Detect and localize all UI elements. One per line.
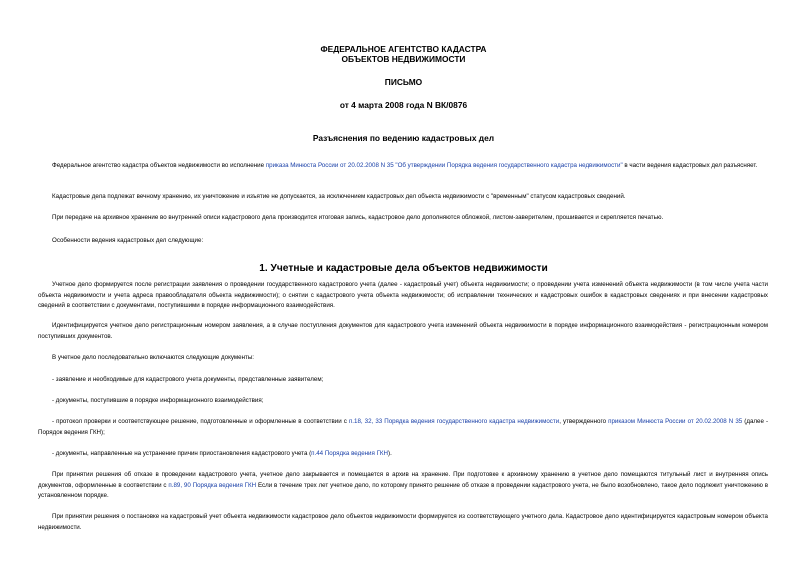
section-1-paragraph-4: При принятии решения об отказе в проведении кадастрового учета, учетное дело закрывается и помещается в архив на хранение. При подготовке к архивному хранению в учетное дело помещаются титульный лист и внутренняя опись документов, оформленные в соответствии с п.89, 90 Порядка ведения ГКН Если в течение трех лет учетное дело, по которому принято решение об отказе в проведении кадастрового учета, не было возобновлено, такое дело подлежит уничтожению в установленном порядке. <box>38 471 768 500</box>
agency-title-line1: ФЕДЕРАЛЬНОЕ АГЕНТСТВО КАДАСТРА <box>320 44 487 54</box>
list-item-3: - протокол проверки и соответствующее решение, подготовленные и оформленные в соответствии с п.18, 32, 33 Порядка ведения государственного кадастра недвижимости, утвержденного приказом Минюста России от 20.02.2008 N 35 (далее - Порядок ведения ГКН); <box>38 418 769 436</box>
intro-paragraph-4: Особенности ведения кадастровых дел следующие: <box>52 237 204 244</box>
document-date-number: от 4 марта 2008 года N ВК/0876 <box>339 100 468 110</box>
intro-paragraph-1: Федеральное агентство кадастра объектов недвижимости во исполнение приказа Минюста России от 20.02.2008 N 35 "Об утверждении Порядка ведения государственного кадастра недвижимости" в части ведения кадастровых дел разъясняет. <box>52 162 758 169</box>
list-item-1: - заявление и необходимые для кадастрового учета документы, представленные заявителем; <box>52 376 324 383</box>
order-link[interactable]: приказа Минюста России от 20.02.2008 N 35 "Об утверждении Порядка ведения государственного кадастра недвижимости" <box>265 162 623 169</box>
intro-paragraph-2: Кадастровые дела подлежат вечному хранению, их уничтожение и изъятие не допускается, за исключением кадастровых дел объекта недвижимости с "временным" статусом кадастровых сведений. <box>52 193 626 200</box>
document-subject: Разъяснения по ведению кадастровых дел <box>312 133 495 143</box>
document-type: ПИСЬМО <box>384 77 423 87</box>
list-item-2: - документы, поступившие в порядке информационного взаимодействия; <box>52 397 264 404</box>
agency-title-line2: ОБЪЕКТОВ НЕДВИЖИМОСТИ <box>341 54 466 64</box>
section-1-title: 1. Учетные и кадастровые дела объектов недвижимости <box>259 263 548 274</box>
gkn-point-44-link[interactable]: п.44 Порядка ведения ГКН <box>311 450 389 457</box>
section-1-paragraph-3: В учетное дело последовательно включаются следующие документы: <box>52 354 255 361</box>
section-1-paragraph-5: При принятии решения о постановке на кадастровый учет объекта недвижимости кадастровое дело объектов недвижимости формируется из соответствующего учетного дела. Кадастровое дело идентифицируется кадастровым номером объекта недвижимости. <box>38 513 768 531</box>
list-item-4: - документы, направленные на устранение причин приостановления кадастрового учета (п.44 Порядка ведения ГКН). <box>52 450 392 457</box>
section-1-paragraph-2: Идентифицируется учетное дело регистрационным номером заявления, а в случае поступления документов для кадастрового учета изменений объекта недвижимости в порядке информационного взаимодействия - регистрационным номером поступивших документов. <box>38 322 768 340</box>
gkn-order-points-link[interactable]: п.18, 32, 33 Порядка ведения государственного кадастра недвижимости <box>348 418 560 425</box>
gkn-points-89-90-link[interactable]: п.89, 90 Порядка ведения ГКН <box>168 481 257 489</box>
intro-paragraph-3: При передаче на архивное хранение во внутренней описи кадастрового дела производится итоговая запись, кадастровое дело дополняются обложкой, листом-заверителем, прошивается и скрепляется печатью. <box>52 214 664 221</box>
minjust-order-link[interactable]: приказом Минюста России от 20.02.2008 N 35 <box>608 418 743 425</box>
section-1-paragraph-1: Учетное дело формируется после регистрации заявления о проведении государственного кадастрового учета (далее - кадастровый учет) объекта недвижимости; о проведении учета изменений объекта недвижимости (в том числе учета части объекта недвижимости и учета адреса правообладателя объекта недвижимости); о снятии с кадастрового учета объекта недвижимости; об исправлении технических и кадастровых ошибок в кадастровых сведениях и при внесении кадастровых сведений в соответствии с документами, поступившими в порядке информационного взаимодействия. <box>38 281 768 310</box>
